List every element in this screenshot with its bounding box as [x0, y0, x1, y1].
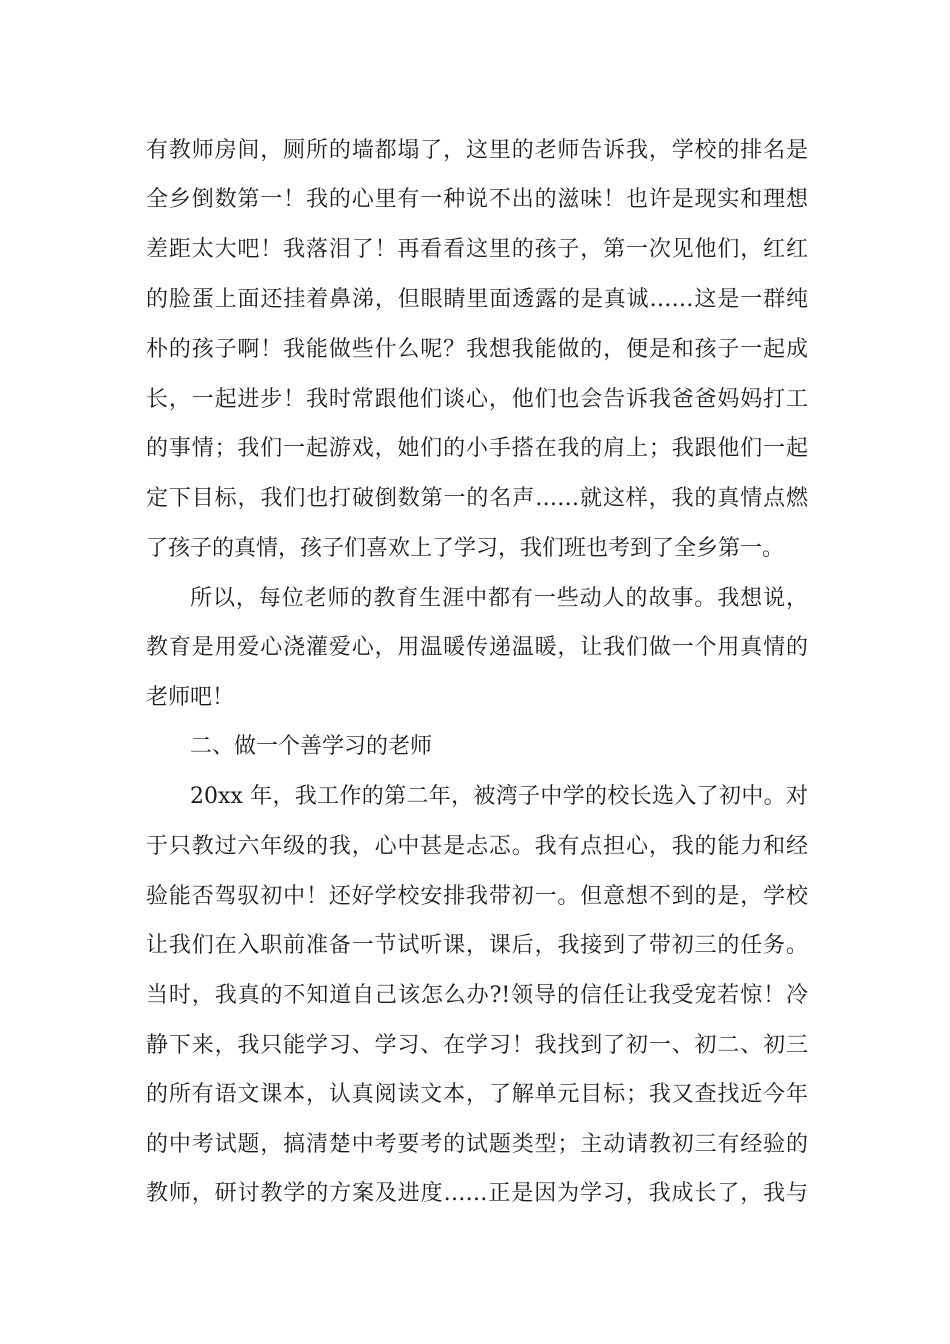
text-line: 了孩子的真情，孩子们喜欢上了学习，我们班也考到了全乡第一。 [146, 536, 785, 561]
text-line: 老师吧！ [146, 685, 235, 710]
text-line: 所以，每位老师的教育生涯中都有一些动人的故事。我想说， [190, 586, 808, 611]
text-line: 朴的孩子啊！我能做些什么呢？我想我能做的，便是和孩子一起成 [146, 337, 808, 362]
text-line: 有教师房间，厕所的墙都塌了，这里的老师告诉我，学校的排名是 [146, 138, 808, 163]
text-line: 静下来，我只能学习、学习、在学习！我找到了初一、初二、初三 [146, 1033, 808, 1058]
text-line: 的脸蛋上面还挂着鼻涕，但眼睛里面透露的是真诚……这是一群纯 [146, 287, 808, 312]
text-line: 于只教过六年级的我，心中甚是忐忑。我有点担心，我的能力和经 [146, 834, 808, 859]
text-line: 教师，研讨教学的方案及进度……正是因为学习，我成长了，我与 [146, 1181, 808, 1206]
text-line: 的所有语文课本，认真阅读文本，了解单元目标；我又查找近今年 [146, 1082, 808, 1107]
text-line: 全乡倒数第一！我的心里有一种说不出的滋味！也许是现实和理想 [146, 187, 808, 212]
text-line: 定下目标，我们也打破倒数第一的名声……就这样，我的真情点燃 [146, 486, 808, 511]
text-line: 让我们在入职前准备一节试听课，课后，我接到了带初三的任务。 [146, 933, 808, 958]
text-line: 验能否驾驭初中！还好学校安排我带初一。但意想不到的是，学校 [146, 884, 808, 909]
section-heading: 二、做一个善学习的老师 [190, 734, 433, 759]
text-line: 的事情；我们一起游戏，她们的小手搭在我的肩上；我跟他们一起 [146, 436, 808, 461]
text-line: 当时，我真的不知道自己该怎么办?!领导的信任让我受宠若惊！冷 [146, 983, 808, 1008]
text-line: 20xx 年，我工作的第二年，被湾子中学的校长选入了初中。对 [190, 784, 808, 809]
text-line: 差距太大吧！我落泪了！再看看这里的孩子，第一次见他们，红红 [146, 237, 808, 262]
text-line: 长，一起进步！我时常跟他们谈心，他们也会告诉我爸爸妈妈打工 [146, 387, 808, 412]
text-line: 的中考试题，搞清楚中考要考的试题类型；主动请教初三有经验的 [146, 1132, 808, 1157]
text-line: 教育是用爱心浇灌爱心，用温暖传递温暖，让我们做一个用真情的 [146, 635, 808, 660]
